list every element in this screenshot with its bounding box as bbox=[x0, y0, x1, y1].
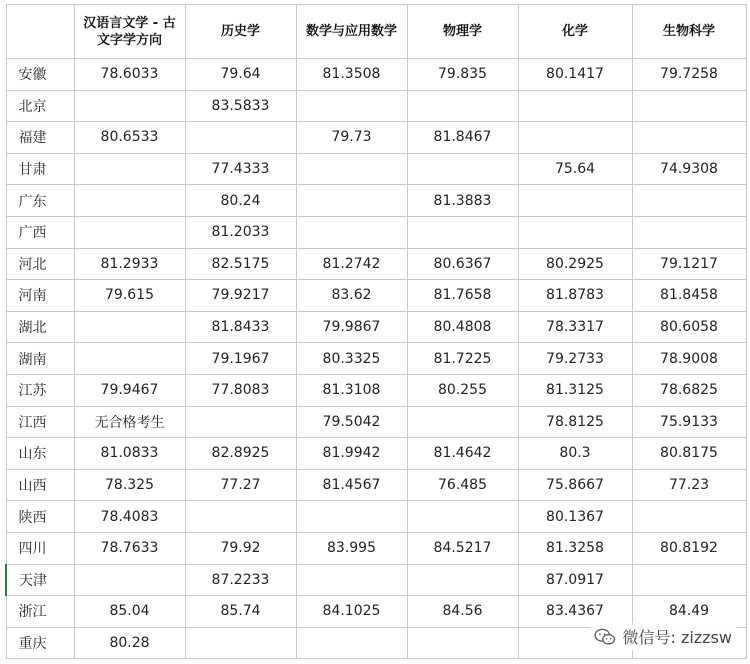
score-cell[interactable] bbox=[296, 90, 407, 122]
column-header-label: 化学 bbox=[561, 24, 588, 39]
score-cell[interactable]: 81.2933 bbox=[74, 248, 185, 280]
table-row bbox=[6, 248, 746, 280]
province-cell[interactable]: 山西 bbox=[6, 469, 74, 501]
score-cell[interactable]: 81.8458 bbox=[632, 280, 746, 312]
province-cell[interactable]: 广西 bbox=[6, 216, 74, 248]
score-cell[interactable]: 87.0917 bbox=[518, 564, 632, 596]
score-cell[interactable] bbox=[74, 185, 185, 217]
score-cell[interactable]: 79.9217 bbox=[185, 280, 296, 312]
province-cell[interactable]: 山东 bbox=[6, 438, 74, 470]
column-header[interactable] bbox=[185, 5, 296, 59]
table-row bbox=[6, 122, 746, 154]
table-row bbox=[6, 374, 746, 406]
score-cell[interactable]: 84.1025 bbox=[296, 596, 407, 628]
score-cell[interactable]: 78.6825 bbox=[632, 374, 746, 406]
score-cell[interactable]: 81.2033 bbox=[185, 216, 296, 248]
score-cell[interactable]: 80.4808 bbox=[407, 311, 518, 343]
score-cell[interactable]: 77.27 bbox=[185, 469, 296, 501]
score-cell[interactable]: 75.64 bbox=[518, 153, 632, 185]
score-cell[interactable] bbox=[74, 90, 185, 122]
score-cell[interactable]: 79.7258 bbox=[632, 59, 746, 91]
score-cell[interactable]: 79.835 bbox=[407, 59, 518, 91]
score-cell[interactable]: 78.8125 bbox=[518, 406, 632, 438]
header-row bbox=[6, 5, 746, 59]
score-cell[interactable] bbox=[74, 216, 185, 248]
score-cell[interactable]: 85.04 bbox=[74, 596, 185, 628]
column-header[interactable] bbox=[518, 5, 632, 59]
score-cell[interactable] bbox=[632, 501, 746, 533]
score-cell[interactable] bbox=[518, 122, 632, 154]
table-row bbox=[6, 501, 746, 533]
score-cell[interactable]: 81.4567 bbox=[296, 469, 407, 501]
column-header-label: 物理学 bbox=[442, 24, 482, 39]
score-cell[interactable]: 80.1417 bbox=[518, 59, 632, 91]
score-cell[interactable] bbox=[518, 216, 632, 248]
score-cell[interactable]: 78.4083 bbox=[74, 501, 185, 533]
score-cell[interactable]: 79.615 bbox=[74, 280, 185, 312]
province-cell[interactable]: 安徽 bbox=[6, 59, 74, 91]
score-table bbox=[5, 4, 747, 659]
table-row bbox=[6, 532, 746, 564]
watermark-text: 微信号: zizzsw bbox=[622, 628, 732, 647]
score-cell[interactable]: 77.8083 bbox=[185, 374, 296, 406]
province-cell[interactable]: 重庆 bbox=[6, 627, 74, 659]
table-row bbox=[6, 343, 746, 375]
score-cell[interactable]: 80.8175 bbox=[632, 438, 746, 470]
score-cell[interactable] bbox=[185, 406, 296, 438]
column-header[interactable] bbox=[296, 5, 407, 59]
score-cell[interactable]: 78.7633 bbox=[74, 532, 185, 564]
score-cell[interactable]: 77.23 bbox=[632, 469, 746, 501]
score-cell[interactable] bbox=[407, 153, 518, 185]
score-cell[interactable]: 79.64 bbox=[185, 59, 296, 91]
score-cell[interactable]: 80.3325 bbox=[296, 343, 407, 375]
column-header-label: 汉语言文学 - 古文字学方向 bbox=[83, 15, 176, 48]
score-cell[interactable]: 74.9308 bbox=[632, 153, 746, 185]
score-cell[interactable] bbox=[407, 627, 518, 659]
score-cell[interactable]: 82.8925 bbox=[185, 438, 296, 470]
province-cell[interactable]: 天津 bbox=[6, 564, 74, 596]
score-cell[interactable]: 79.9867 bbox=[296, 311, 407, 343]
province-cell[interactable]: 浙江 bbox=[6, 596, 74, 628]
score-cell[interactable]: 83.62 bbox=[296, 280, 407, 312]
table-row bbox=[6, 311, 746, 343]
score-cell[interactable] bbox=[407, 564, 518, 596]
score-cell[interactable] bbox=[407, 216, 518, 248]
province-cell[interactable]: 北京 bbox=[6, 90, 74, 122]
score-cell[interactable]: 79.5042 bbox=[296, 406, 407, 438]
score-cell[interactable]: 80.8192 bbox=[632, 532, 746, 564]
score-cell[interactable]: 79.73 bbox=[296, 122, 407, 154]
score-cell[interactable]: 83.995 bbox=[296, 532, 407, 564]
score-cell[interactable] bbox=[296, 501, 407, 533]
score-cell[interactable]: 83.4367 bbox=[518, 596, 632, 628]
score-cell[interactable]: 78.9008 bbox=[632, 343, 746, 375]
score-cell[interactable] bbox=[296, 216, 407, 248]
score-cell[interactable] bbox=[296, 185, 407, 217]
score-cell[interactable]: 81.7658 bbox=[407, 280, 518, 312]
score-cell[interactable]: 81.3258 bbox=[518, 532, 632, 564]
score-cell[interactable] bbox=[632, 90, 746, 122]
province-cell[interactable]: 陕西 bbox=[6, 501, 74, 533]
score-cell[interactable]: 80.6533 bbox=[74, 122, 185, 154]
score-cell[interactable]: 81.3108 bbox=[296, 374, 407, 406]
score-cell[interactable]: 80.3 bbox=[518, 438, 632, 470]
province-cell[interactable]: 四川 bbox=[6, 532, 74, 564]
score-cell[interactable]: 79.1967 bbox=[185, 343, 296, 375]
score-cell[interactable] bbox=[632, 185, 746, 217]
score-cell[interactable]: 75.8667 bbox=[518, 469, 632, 501]
province-cell[interactable]: 江苏 bbox=[6, 374, 74, 406]
score-cell[interactable]: 85.74 bbox=[185, 596, 296, 628]
table-row bbox=[6, 406, 746, 438]
score-cell[interactable] bbox=[407, 406, 518, 438]
score-cell[interactable]: 79.1217 bbox=[632, 248, 746, 280]
province-cell[interactable]: 湖南 bbox=[6, 343, 74, 375]
score-cell[interactable]: 75.9133 bbox=[632, 406, 746, 438]
column-header-label: 数学与应用数学 bbox=[305, 24, 397, 39]
column-header[interactable] bbox=[632, 5, 746, 59]
score-cell[interactable] bbox=[632, 216, 746, 248]
score-cell[interactable]: 81.3125 bbox=[518, 374, 632, 406]
province-cell[interactable]: 福建 bbox=[6, 122, 74, 154]
score-cell[interactable]: 78.6033 bbox=[74, 59, 185, 91]
column-header-label: 生物科学 bbox=[662, 24, 715, 39]
score-cell[interactable]: 81.7225 bbox=[407, 343, 518, 375]
score-cell[interactable]: 78.3317 bbox=[518, 311, 632, 343]
score-cell[interactable]: 87.2233 bbox=[185, 564, 296, 596]
score-cell[interactable]: 81.3883 bbox=[407, 185, 518, 217]
score-cell[interactable] bbox=[632, 564, 746, 596]
score-cell[interactable]: 82.5175 bbox=[185, 248, 296, 280]
score-cell[interactable]: 无合格考生 bbox=[74, 406, 185, 438]
corner-header-cell[interactable] bbox=[6, 5, 74, 59]
score-cell[interactable]: 76.485 bbox=[407, 469, 518, 501]
score-cell[interactable]: 84.5217 bbox=[407, 532, 518, 564]
score-cell[interactable] bbox=[518, 185, 632, 217]
score-cell[interactable]: 81.4642 bbox=[407, 438, 518, 470]
wechat-icon bbox=[594, 628, 616, 646]
score-cell[interactable]: 81.2742 bbox=[296, 248, 407, 280]
table-row bbox=[6, 90, 746, 122]
score-cell[interactable]: 78.325 bbox=[74, 469, 185, 501]
score-cell[interactable]: 77.4333 bbox=[185, 153, 296, 185]
score-cell[interactable] bbox=[296, 153, 407, 185]
score-cell[interactable]: 84.56 bbox=[407, 596, 518, 628]
province-cell[interactable]: 甘肃 bbox=[6, 153, 74, 185]
score-cell[interactable] bbox=[296, 627, 407, 659]
score-cell[interactable]: 80.24 bbox=[185, 185, 296, 217]
table-row bbox=[6, 153, 746, 185]
score-cell[interactable] bbox=[74, 343, 185, 375]
watermark bbox=[590, 623, 736, 650]
province-cell[interactable]: 河南 bbox=[6, 280, 74, 312]
score-cell[interactable] bbox=[296, 564, 407, 596]
column-header-label: 历史学 bbox=[220, 24, 260, 39]
table-row bbox=[6, 185, 746, 217]
score-cell[interactable] bbox=[74, 153, 185, 185]
score-cell[interactable]: 81.8433 bbox=[185, 311, 296, 343]
table-row bbox=[6, 59, 746, 91]
table-row bbox=[6, 438, 746, 470]
province-cell[interactable]: 广东 bbox=[6, 185, 74, 217]
province-cell[interactable]: 河北 bbox=[6, 248, 74, 280]
score-cell[interactable]: 84.49 bbox=[632, 596, 746, 628]
province-cell[interactable]: 湖北 bbox=[6, 311, 74, 343]
score-cell[interactable]: 80.255 bbox=[407, 374, 518, 406]
table-row bbox=[6, 469, 746, 501]
score-cell[interactable]: 81.9942 bbox=[296, 438, 407, 470]
score-cell[interactable]: 79.9467 bbox=[74, 374, 185, 406]
score-cell[interactable]: 81.0833 bbox=[74, 438, 185, 470]
score-cell[interactable]: 81.8467 bbox=[407, 122, 518, 154]
score-cell[interactable]: 81.8783 bbox=[518, 280, 632, 312]
table-row bbox=[6, 216, 746, 248]
score-cell[interactable] bbox=[407, 90, 518, 122]
score-cell[interactable] bbox=[185, 627, 296, 659]
table-row bbox=[6, 280, 746, 312]
table-body bbox=[6, 59, 746, 659]
score-cell[interactable] bbox=[632, 122, 746, 154]
spreadsheet bbox=[5, 4, 745, 659]
score-cell[interactable] bbox=[518, 90, 632, 122]
score-cell[interactable] bbox=[74, 311, 185, 343]
score-cell[interactable]: 81.3508 bbox=[296, 59, 407, 91]
score-cell[interactable]: 83.5833 bbox=[185, 90, 296, 122]
score-cell[interactable]: 80.6367 bbox=[407, 248, 518, 280]
score-cell[interactable]: 80.6058 bbox=[632, 311, 746, 343]
score-cell[interactable]: 79.92 bbox=[185, 532, 296, 564]
table-row bbox=[6, 564, 746, 596]
score-cell[interactable] bbox=[185, 501, 296, 533]
column-header[interactable] bbox=[74, 5, 185, 59]
score-cell[interactable]: 79.2733 bbox=[518, 343, 632, 375]
column-header[interactable] bbox=[407, 5, 518, 59]
score-cell[interactable] bbox=[407, 501, 518, 533]
score-cell[interactable]: 80.2925 bbox=[518, 248, 632, 280]
score-cell[interactable]: 80.28 bbox=[74, 627, 185, 659]
score-cell[interactable] bbox=[185, 122, 296, 154]
province-cell[interactable]: 江西 bbox=[6, 406, 74, 438]
score-cell[interactable] bbox=[74, 564, 185, 596]
score-cell[interactable]: 80.1367 bbox=[518, 501, 632, 533]
